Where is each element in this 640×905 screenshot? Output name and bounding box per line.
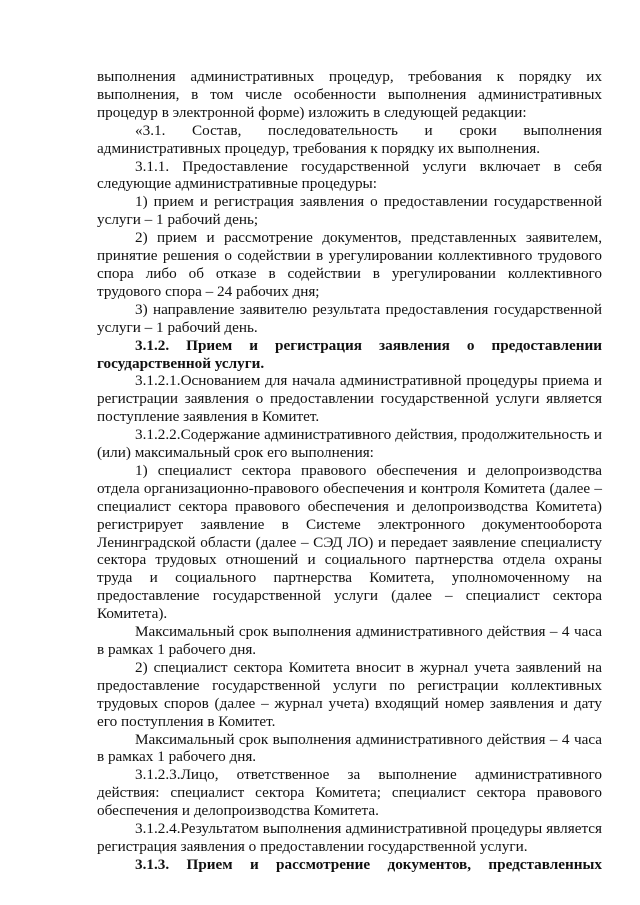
paragraph-intro: выполнения административных процедур, требования к порядку их выполнения, в том числе особенности выполнения административных процедур в электронной форме) изложить в следующей редакции:: [97, 68, 602, 121]
paragraph-procedure-1: 1) прием и регистрация заявления о предоставлении государственной услуги – 1 рабочий день;: [97, 193, 602, 229]
paragraph-step-1: 1) специалист сектора правового обеспечения и делопроизводства отдела организационно-правового обеспечения и контроля Комитета (далее – специалист сектора правового обеспечения и делопроизводства Комитета) регистрирует заявление в Системе электронного документооборота Ленинградской области (далее – СЭД ЛО) и передает заявление специалисту сектора трудовых отношений и социального партнерства отдела охраны труда и социального партнерства Комитета, уполномоченному на предоставление государственной услуги (далее – специалист сектора Комитета).: [97, 461, 602, 623]
paragraph-3-1-2-2: 3.1.2.2.Содержание административного действия, продолжительность и (или) максимальный срок его выполнения:: [97, 426, 602, 462]
paragraph-max-term-1: Максимальный срок выполнения административного действия – 4 часа в рамках 1 рабочего дня.: [97, 623, 602, 658]
paragraph-3-1-2-4: 3.1.2.4.Результатом выполнения административной процедуры является регистрация заявления о предоставлении государственной услуги.: [97, 820, 602, 855]
paragraph-step-2: 2) специалист сектора Комитета вносит в журнал учета заявлений на предоставление государственной услуги по регистрации коллективных трудовых споров (далее – журнал учета) входящий номер заявления и дату его поступления в Комитет.: [97, 658, 602, 730]
paragraph-3-1-1: 3.1.1. Предоставление государственной услуги включает в себя следующие административные процедуры:: [97, 157, 602, 193]
paragraph-section-3-1: «3.1. Состав, последовательность и сроки выполнения административных процедур, требования к порядку их выполнения.: [97, 121, 602, 157]
paragraph-procedure-3: 3) направление заявителю результата предоставления государственной услуги – 1 рабочий день.: [97, 300, 602, 336]
paragraph-max-term-2: Максимальный срок выполнения административного действия – 4 часа в рамках 1 рабочего дня.: [97, 730, 602, 766]
document-body: [97, 68, 602, 874]
paragraph-3-1-2-3: 3.1.2.3.Лицо, ответственное за выполнение административного действия: специалист сектора Комитета; специалист сектора правового обеспечения и делопроизводства Комитета.: [97, 766, 602, 820]
paragraph-3-1-2-1: 3.1.2.1.Основанием для начала административной процедуры приема и регистрации заявления о предоставлении государственной услуги является поступление заявления в Комитет.: [97, 372, 602, 426]
heading-3-1-3: 3.1.3. Прием и рассмотрение документов, представленных: [135, 855, 602, 873]
paragraph-procedure-2: 2) прием и рассмотрение документов, представленных заявителем, принятие решения о содействии в урегулировании коллективного трудового спора либо об отказе в содействии в урегулировании коллективного трудового спора – 24 рабочих дня;: [97, 229, 602, 300]
heading-3-1-2: 3.1.2. Прием и регистрация заявления о предоставлении государственной услуги.: [97, 336, 602, 372]
